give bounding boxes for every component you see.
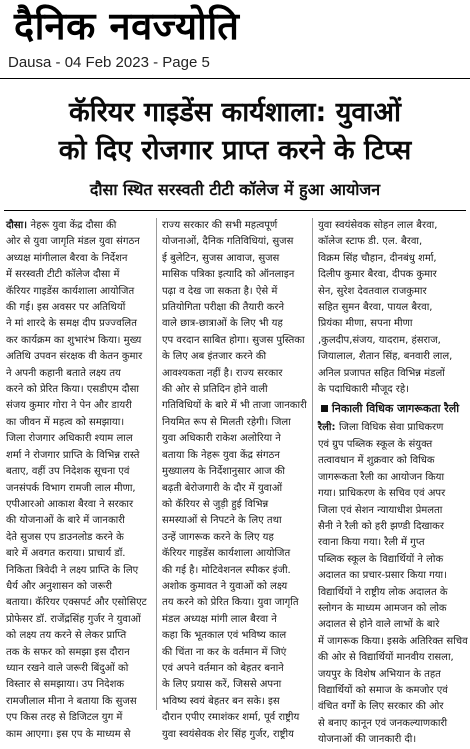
text-line: तय करने को प्रेरित किया। युवा जागृति [162, 597, 299, 609]
text-line: बताया कि नेहरू युवा केंद्र संगठन [162, 449, 280, 461]
headline-line-2: को दिए रोजगार प्राप्त करने के टिप्स [58, 135, 412, 166]
text-line: योजनाओं की जानकारी दी। [318, 734, 417, 746]
text-line: एप किस तरह से डिजिटल युग में [6, 712, 123, 724]
text-line: सैनी ने रैली को हरी झण्डी दिखाकर [318, 520, 444, 532]
text-line: विद्यार्थियों को समाज के कमजोर एवं [318, 684, 448, 696]
text-line: बढ़ती बेरोजगारी के दौर में युवाओं [162, 482, 283, 494]
text-line: दौरान एपीए रमाशंकर शर्मा, पूर्व राष्ट्रीय [162, 712, 300, 724]
text-line: दिलीप कुमार बैरवा, दीपक कुमार [318, 269, 437, 281]
divider [4, 210, 466, 211]
text-line: बताया। कॅरियर एक्सपर्ट और एसोसिएट [6, 597, 147, 609]
text-line: मुख्यालय के निर्देशानुसार आज की [162, 466, 285, 478]
text-line: सहित सुमन बैरवा, पायल बैरवा, [318, 302, 433, 314]
text-line: पढ़ा व देख जा सकता है। ऐसे में [162, 285, 278, 297]
text-line: अशोक कुमावत ने युवाओं को लक्ष्य [162, 580, 288, 592]
text-line: विस्तार से समझाया। उप निदेशक [6, 679, 125, 691]
text-line: के पदाधिकारी मौजूद रहे। [318, 384, 409, 396]
text-line: वंचित वर्गों के लिए सरकार की ओर [318, 701, 444, 713]
text-line: तक के सफर को समझा इस दौरान [6, 646, 130, 658]
text-line: के लिए अब इंतजार करने की [162, 351, 267, 363]
text-line: रवाना किया गया। रैली में गुप्त [318, 537, 425, 549]
text-line: भविष्य स्वयं बेहतर बन सके। इस [162, 695, 280, 707]
text-line: का जीवन में महत्व को समझाया। [6, 416, 125, 428]
text-line: की चिंता ना कर के वर्तमान में जिएं [162, 646, 287, 658]
text-line: अतिथि उपवन संरक्षक वी केतन कुमार [6, 351, 143, 363]
text-line-content: जिला विधिक सेवा प्राधिकरण [338, 422, 444, 434]
text-line: कॅरियर गाइडेंस कार्यशाला आयोजित [162, 548, 291, 560]
text-line: जिला रोजगार अधिकारी श्याम लाल [6, 433, 133, 445]
square-bullet-icon [321, 405, 328, 412]
text-line [318, 420, 462, 436]
text-line: विक्रम सिंह चौहान, दीनबंधु शर्मा, [318, 252, 437, 264]
text-line: ओर से युवा जागृति मंडल युवा संगठन [6, 236, 140, 248]
text-line: विद्यार्थियों ने राष्ट्रीय लोक अदालत के [318, 586, 448, 598]
text-line: काम आएगा। इस एप के माध्यम से [6, 728, 131, 740]
text-line: कॅरियर गाइडेंस कार्यशाला आयोजित [6, 285, 135, 297]
article-column-3 [318, 218, 468, 746]
text-line: संजय कुमार गोरा ने पेन और डायरी [6, 400, 132, 412]
article-column-1 [6, 218, 150, 740]
text-line: ने मां शारदे के समक्ष दीप प्रज्ज्वलित [6, 318, 137, 330]
text-line: एवं ग्रुप पब्लिक स्कूल के संयुक्त [318, 438, 433, 450]
text-line: के लिए प्रयास करें, जिससे अपना [162, 679, 282, 691]
column-divider [312, 218, 313, 710]
text-line: अनिल प्रजापत सहित विभिन्न मंडलों [318, 367, 445, 379]
newspaper-masthead: दैनिक नवज्योति [14, 4, 240, 48]
text-line: ध्यान रखने वाले जरूरी बिंदुओं को [6, 662, 129, 674]
text-line: जियालाल, शैतान सिंह, बनवारी लाल, [318, 351, 453, 363]
text-line: पब्लिक स्कूल के विद्यार्थियों ने लोक [318, 553, 444, 565]
text-line: अदालत का प्रचार-प्रसार किया गया। [318, 570, 447, 582]
text-line: की ओर से विद्यार्थियों मानवीय रासला, [318, 652, 454, 664]
text-line: की ओर से प्रतिदिन होने वाली [162, 384, 268, 396]
text-line: ई बुलेटिन, सुजस आवाज, सुजस [162, 252, 280, 264]
text-line: प्रियंका मीणा, सपना मीणा [318, 318, 413, 330]
section-heading-text: निकाली विधिक जागरूकता रैली [331, 402, 460, 416]
text-line: प्रोफेसर डॉ. राजेंद्रसिंह गुर्जर ने युवाओं [6, 613, 141, 625]
text-line: को कॅरियर से जुड़ी हुई विभिन्न [162, 498, 269, 510]
section-heading [318, 400, 462, 418]
text-line: तत्वावधान में शुक्रवार को विधिक [318, 455, 435, 467]
text-line: धैर्य और अनुशासन को जरूरी [6, 580, 113, 592]
text-line: जागरूकता रैली का आयोजन किया [318, 471, 445, 483]
text-line: बारे में अवगत कराया। प्राचार्य डॉ. [6, 548, 126, 560]
text-line: देते सुजस एप डाउनलोड करने के [6, 531, 124, 543]
text-line: कर कार्यक्रम का शुभारंभ किया। मुख्य [6, 334, 142, 346]
text-line: युवा अधिकारी राकेश अलोरिया ने [162, 433, 281, 445]
text-line: वाले छात्र-छात्राओं के लिए भी यह [162, 318, 283, 330]
text-line: को लक्ष्य तय करने से लेकर प्राप्ति [6, 630, 127, 642]
text-line: प्रतियोगिता परीक्षा की तैयारी करने [162, 302, 285, 314]
text-line: से बनाए कानून एवं जनकल्याणकारी [318, 717, 448, 729]
text-line: उन्हें जागरूक करने के लिए यह [162, 531, 274, 543]
divider [0, 78, 470, 79]
text-line: आवश्यकता नहीं है। राज्य सरकार [162, 367, 283, 379]
text-line [6, 218, 150, 234]
text-line: नियमित रूप से मिलती रहेगी। जिला [162, 416, 291, 428]
text-line: निकिता त्रिवेदी ने लक्ष्य प्राप्ति के लिए [6, 564, 139, 576]
text-line: मासिक पत्रिका इत्यादि को ऑनलाइन [162, 269, 295, 281]
text-line: युवा स्वयंसेवक शेर सिंह गुर्जर, राष्ट्रीय [162, 728, 294, 740]
text-line: मंडल अध्यक्ष मांगी लाल बैरवा ने [162, 613, 277, 625]
text-line: की योजनाओं के बारे में जानकारी [6, 515, 125, 527]
text-line: करने को प्रेरित किया। एसडीएम दौसा [6, 384, 139, 396]
text-line: समस्याओं से निपटने के लिए तथा [162, 515, 282, 527]
text-line: सेन, सुरेश देवतवाल राजकुमार [318, 285, 427, 297]
text-line: अध्यक्ष मांगीलाल बैरवा के निर्देशन [6, 252, 128, 264]
text-line: जनसंपर्क विभाग रामजी लाल मीणा, [6, 482, 136, 494]
article-column-2 [162, 218, 307, 740]
dateline: रैली: [318, 422, 339, 434]
text-line: की गई है। मोटिवेशनल स्पीकर इंजी. [162, 564, 291, 576]
text-line-content: नेहरू युवा केंद्र दौसा की [30, 220, 117, 231]
text-line: शर्मा ने रोजगार प्राप्ति के विभिन्न रास्ते [6, 449, 140, 461]
text-line: ने अपनी कहानी बताते लक्ष्य तय [6, 367, 121, 379]
edition-dateline: Dausa - 04 Feb 2023 - Page 5 [8, 54, 210, 71]
text-line: बताए, वहीं उप निदेशक सूचना एवं [6, 466, 130, 478]
text-line: कॉलेज स्टाफ डी. एल. बैरवा, [318, 236, 423, 248]
text-line: युवा स्वयंसेवक सोहन लाल बैरवा, [318, 220, 438, 231]
text-line: ,कुलदीप,संजय, यादराम, हंसराज, [318, 334, 441, 346]
column-divider [156, 218, 157, 710]
text-line: एप वरदान साबित होगा। सुजस पुस्तिका [162, 334, 305, 346]
text-line: अदालत से होने वाले लाभों के बारे [318, 619, 440, 631]
text-line: योजनाओं, दैनिक गतिविधियां, सुजस [162, 236, 294, 248]
text-line: में सरस्वती टीटी कॉलेज दौसा में [6, 269, 120, 281]
text-line: गतिविधियों के बारे में भी ताजा जानकारी [162, 400, 307, 412]
subheadline: दौसा स्थित सरस्वती टीटी कॉलेज में हुआ आयोजन [89, 180, 381, 199]
dateline: दौसा। [6, 220, 31, 231]
text-line: जिला एवं सेशन न्यायाधीश प्रेमलता [318, 504, 443, 516]
text-line: रामजीलाल मीना ने बताया कि सुजस [6, 695, 137, 707]
text-line: में जागरूक किया। इसके अतिरिक्त सचिव [318, 635, 468, 647]
text-line: कहा कि भूतकाल एवं भविष्य काल [162, 630, 287, 642]
text-line: एवं अपने वर्तमान को बेहतर बनाने [162, 662, 284, 674]
text-line: की गई। इस अवसर पर अतिथियों [6, 302, 126, 314]
headline-line-1: कॅरियर गाइडेंस कार्यशाला: युवाओं [69, 97, 401, 128]
text-line: गया। प्राधिकरण के सचिव एवं अपर [318, 488, 446, 500]
text-line: जयपुर के विशेष अभियान के तहत [318, 668, 441, 680]
text-line: राज्य सरकार की सभी महत्वपूर्ण [162, 220, 278, 231]
text-line: एपीआरओ आकाश बैरवा ने सरकार [6, 498, 134, 510]
text-line: स्लोगन के माध्यम आमजन को लोक [318, 602, 447, 614]
